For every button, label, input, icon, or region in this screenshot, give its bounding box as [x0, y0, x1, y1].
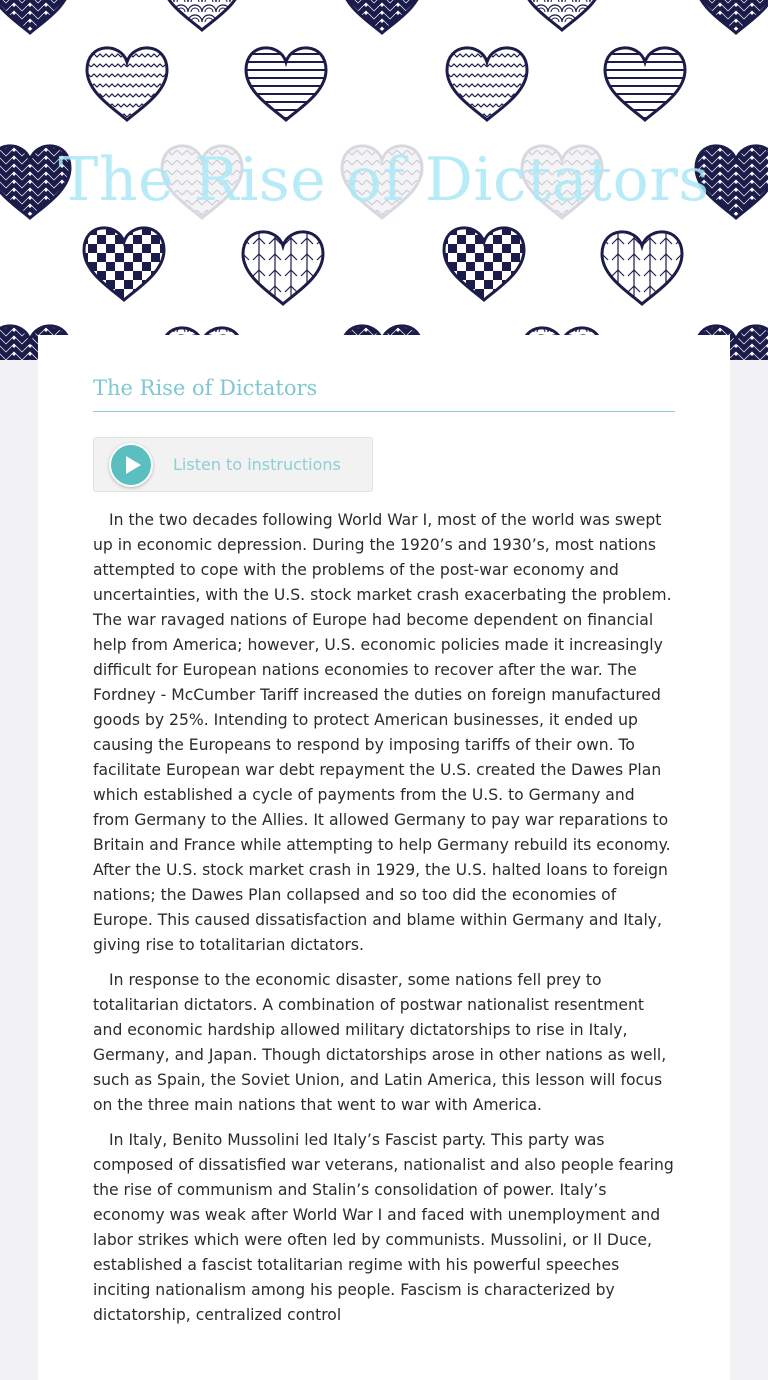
header-banner [0, 0, 768, 360]
paragraph: In the two decades following World War I, most of the world was swept up in economic depression. During the 1920’s and 1930’s, most nations attempted to cope with the problems of the post-war economy and uncertainties, with the U.S. stock market crash exacerbating the problem. The war ravaged nations of Europe had become dependent on financial help from America; however, U.S. economic policies made it increasingly difficult for European nations economies to recover after the war. The Fordney - McCumber Tariff increased the duties on foreign manufactured goods by 25%. Intending to protect American businesses, it ended up causing the Europeans to respond by imposing tariffs of their own. To facilitate European war debt repayment the U.S. created the Dawes Plan which established a cycle of payments from the U.S. to Germany and from Germany to the Allies. It allowed Germany to pay war reparations to Britain and France while attempting to help Germany rebuild its economy. After the U.S. stock market crash in 1929, the U.S. halted loans to foreign nations; the Dawes Plan collapsed and so too did the economies of Europe. This caused dissatisfaction and blame within Germany and Italy, giving rise to totalitarian dictators. [93, 511, 672, 954]
play-icon [126, 456, 141, 474]
audio-label[interactable]: Listen to instructions [173, 455, 341, 474]
content-column [93, 335, 675, 1338]
article-body [93, 508, 675, 1328]
paragraph: In Italy, Benito Mussolini led Italy’s Fascist party. This party was composed of dissatisfied war veterans, nationalist and also people fearing the rise of communism and Stalin’s consolidation of power. Italy’s economy was weak after World War I and faced with unemployment and labor strikes which were often led by communists. Mussolini, or Il Duce, established a fascist totalitarian regime with his powerful speeches inciting nationalism among his people. Fascism is characterized by dictatorship, centralized control [93, 1131, 674, 1324]
page-title: The Rise of Dictators [93, 335, 675, 412]
play-button[interactable] [109, 443, 153, 487]
paragraph: In response to the economic disaster, some nations fell prey to totalitarian dictators. A combination of postwar nationalist resentment and economic hardship allowed military dictatorships to rise in Italy, Germany, and Japan. Though dictatorships arose in other nations as well, such as Spain, the Soviet Union, and Latin America, this lesson will focus on the three main nations that went to war with America. [93, 971, 667, 1114]
content-card [38, 335, 730, 1380]
audio-player[interactable] [93, 437, 373, 492]
banner-title: The Rise of Dictators [58, 145, 710, 215]
